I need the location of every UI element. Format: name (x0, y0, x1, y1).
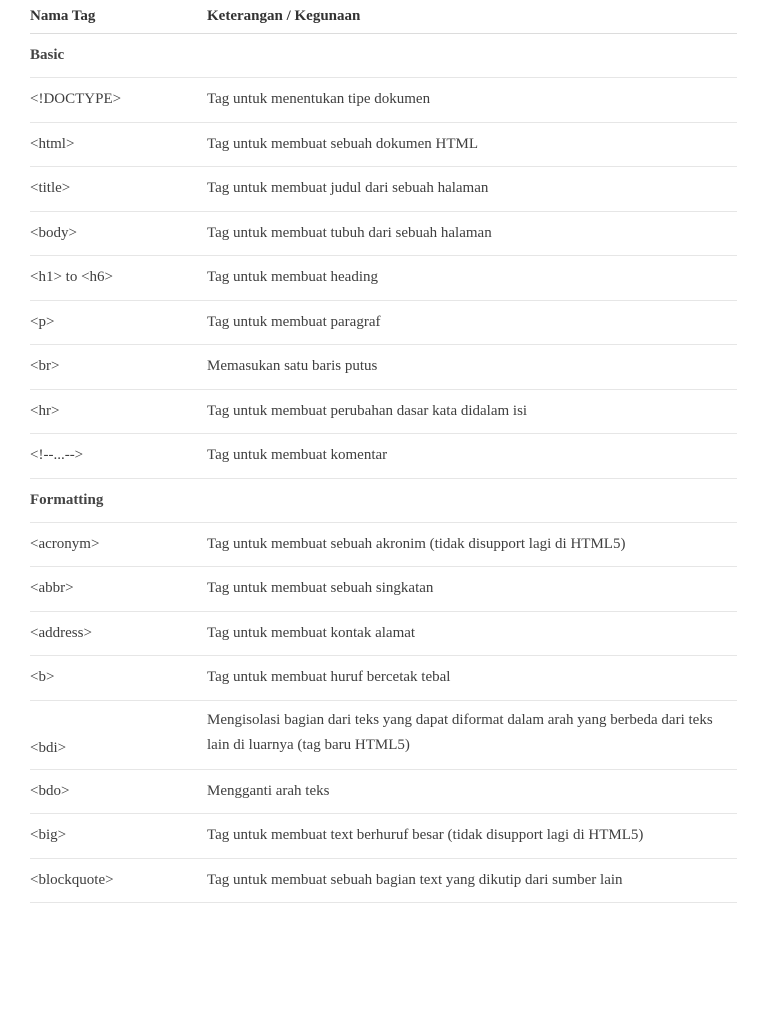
tag-name-cell: <!DOCTYPE> (30, 91, 122, 108)
tag-description-cell: Mengisolasi bagian dari teks yang dapat diformat dalam arah yang berbeda dari teks lain di luarnya (tag baru HTML5) (207, 711, 713, 753)
tag-description-cell: Tag untuk membuat kontak alamat (207, 624, 416, 641)
tag-description-cell: Tag untuk membuat perubahan dasar kata didalam isi (207, 402, 528, 419)
table-row (30, 567, 737, 612)
section-title: Formatting (30, 491, 104, 508)
tag-name-cell: <blockquote> (30, 871, 114, 888)
table-body (30, 34, 737, 903)
tag-name-cell: <!--...--> (30, 447, 84, 464)
tag-description-cell: Tag untuk membuat komentar (207, 447, 388, 464)
tag-description-cell: Tag untuk membuat text berhuruf besar (tidak disupport lagi di HTML5) (207, 827, 644, 844)
table-row (30, 390, 737, 435)
table-row (30, 78, 737, 123)
section-title: Basic (30, 47, 65, 63)
tag-description-cell: Tag untuk membuat judul dari sebuah halaman (207, 180, 489, 197)
tag-name-cell: <html> (30, 135, 75, 152)
tag-name-cell: <hr> (30, 402, 60, 419)
table-row (30, 434, 737, 479)
tag-description-cell: Tag untuk membuat heading (207, 269, 378, 286)
tag-name-cell: <abbr> (30, 580, 74, 597)
table-row (30, 770, 737, 815)
tag-name-cell: <p> (30, 313, 55, 330)
tag-name-cell: <h1> to <h6> (30, 269, 114, 286)
table-row (30, 167, 737, 212)
tag-name-cell: <body> (30, 224, 77, 241)
section-row (30, 34, 737, 78)
tag-description-cell: Mengganti arah teks (207, 782, 330, 799)
table-row (30, 123, 737, 168)
tag-description-cell: Tag untuk membuat sebuah dokumen HTML (207, 135, 478, 152)
tag-name-cell: <bdo> (30, 782, 70, 799)
tag-description-cell: Tag untuk menentukan tipe dokumen (207, 91, 431, 108)
table-row (30, 656, 737, 701)
table-row (30, 212, 737, 257)
table-row (30, 345, 737, 390)
tag-name-cell: <title> (30, 180, 71, 197)
tag-description-cell: Tag untuk membuat sebuah bagian text yang dikutip dari sumber lain (207, 871, 623, 888)
table-row (30, 523, 737, 568)
tag-description-cell: Tag untuk membuat sebuah akronim (tidak disupport lagi di HTML5) (207, 535, 626, 552)
tag-name-cell: <acronym> (30, 535, 100, 552)
table-row (30, 612, 737, 657)
table-header-row (30, 0, 737, 34)
header-description: Keterangan / Kegunaan (207, 8, 361, 24)
tag-description-cell: Tag untuk membuat paragraf (207, 313, 381, 330)
tag-name-cell: <br> (30, 358, 60, 375)
table-row (30, 814, 737, 859)
table-row (30, 701, 737, 770)
table-row (30, 256, 737, 301)
tag-description-cell: Tag untuk membuat tubuh dari sebuah halaman (207, 224, 492, 241)
table-row (30, 301, 737, 346)
section-row (30, 479, 737, 523)
table-row (30, 859, 737, 904)
tag-name-cell: <address> (30, 624, 92, 641)
tag-name-cell: <bdi> (30, 739, 67, 756)
header-tag-name: Nama Tag (30, 8, 96, 24)
tag-name-cell: <b> (30, 669, 55, 686)
tag-description-cell: Memasukan satu baris putus (207, 358, 378, 375)
tag-reference-table (30, 0, 737, 903)
tag-name-cell: <big> (30, 827, 67, 844)
tag-description-cell: Tag untuk membuat huruf bercetak tebal (207, 669, 451, 686)
tag-description-cell: Tag untuk membuat sebuah singkatan (207, 580, 434, 597)
